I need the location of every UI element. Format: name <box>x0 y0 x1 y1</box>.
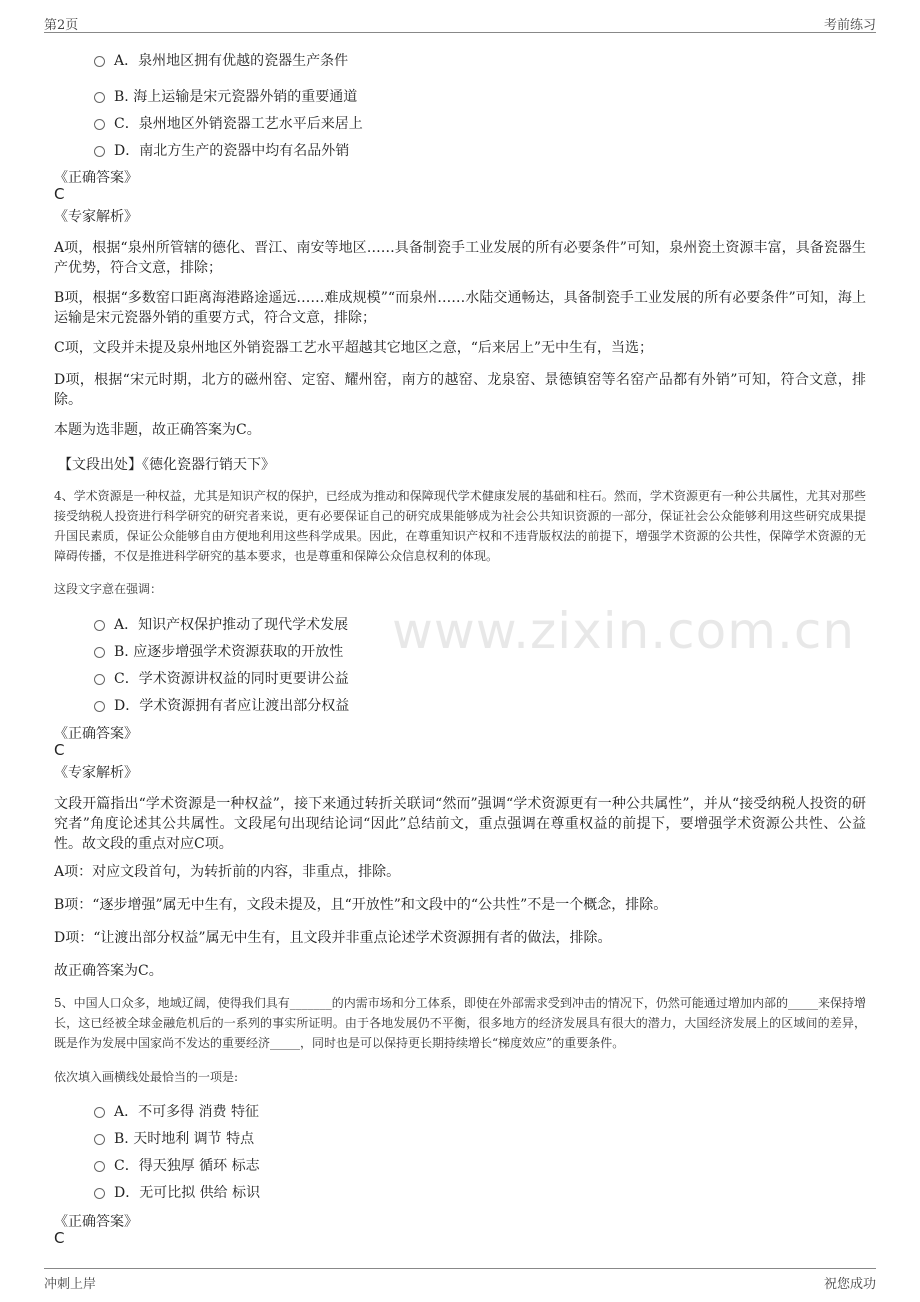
q4-option-b[interactable]: B. 应逐步增强学术资源获取的开放性 <box>94 641 343 661</box>
page-footer <box>44 1268 876 1293</box>
q5-option-b[interactable]: B. 天时地利 调节 特点 <box>94 1128 254 1148</box>
q3-analysis-a: A项，根据“泉州所管辖的德化、晋江、南安等地区……具备制瓷手工业发展的所有必要条件”可知，泉州瓷土资源丰富，具备瓷器生产优势，符合文意，排除； <box>54 240 866 276</box>
q5-stem: 5、中国人口众多，地域辽阔，使得我们具有_______的内需市场和分工体系，即使在外部需求受到冲击的情况下，仍然可能通过增加内部的_____来保持增长，这已经被全球金融危机后的一系列的事实所证明。由于各地发展仍不平衡，很多地方的经济发展具有很大的潜力，大国经济发展上的区域间的差异，既是作为发展中国家尚不发达的重要经济_____，同时也是可以保持更长期持续增长“梯度效应”的重要条件。 <box>54 996 866 1050</box>
q4-option-d[interactable]: D．学术资源拥有者应让渡出部分权益 <box>94 695 349 715</box>
q3-conclusion: 本题为选非题，故正确答案为C。 <box>54 422 261 438</box>
q3-answer: C <box>54 185 65 203</box>
q4-answer-label: 《正确答案》 <box>54 726 138 742</box>
q5-answer-label: 《正确答案》 <box>54 1214 138 1230</box>
radio-icon[interactable] <box>94 119 105 130</box>
q5-prompt: 依次填入画横线处最恰当的一项是: <box>54 1070 239 1084</box>
q5-option-a[interactable]: A．不可多得 消费 特征 <box>94 1101 259 1121</box>
radio-icon[interactable] <box>94 1134 105 1145</box>
q4-stem: 4、学术资源是一种权益，尤其是知识产权的保护，已经成为推动和保障现代学术健康发展的基础和柱石。然而，学术资源更有一种公共属性，尤其对那些接受纳税人投资进行科学研究的研究者来说，更有必要保证自己的研究成果能够成为社会公共知识资源的一部分，保证社会公众能够利用这些研究成果提升国民素质，保证公众能够自由方便地利用这些科学成果。因此，在尊重知识产权和不违背版权法的前提下，增强学术资源的公共性，保障学术资源的无障碍传播，不仅是推进科学研究的基本要求，也是尊重和保障公众信息权利的体现。 <box>54 489 866 563</box>
page-number: 第2页 <box>44 18 79 33</box>
radio-icon[interactable] <box>94 92 105 103</box>
q4-option-c[interactable]: C．学术资源讲权益的同时更要讲公益 <box>94 668 349 688</box>
q4-analysis-label: 《专家解析》 <box>54 765 138 781</box>
q4-prompt: 这段文字意在强调： <box>54 582 163 596</box>
radio-icon[interactable] <box>94 1188 105 1199</box>
q3-analysis-c: C项，文段并未提及泉州地区外销瓷器工艺水平超越其它地区之意，“后来居上”无中生有，当选； <box>54 340 654 356</box>
radio-icon[interactable] <box>94 701 105 712</box>
q5-answer: C <box>54 1229 65 1247</box>
q4-analysis-d: D项：“让渡出部分权益”属无中生有，且文段并非重点论述学术资源拥有者的做法，排除。 <box>54 930 612 946</box>
q4-analysis-b: B项：“逐步增强”属无中生有，文段未提及，且“开放性”和文段中的“公共性”不是一个概念，排除。 <box>54 897 668 913</box>
radio-icon[interactable] <box>94 1107 105 1118</box>
radio-icon[interactable] <box>94 56 105 67</box>
footer-left-text: 冲刺上岸 <box>44 1277 97 1292</box>
q3-analysis-label: 《专家解析》 <box>54 209 138 225</box>
footer-right-text: 祝您成功 <box>823 1277 876 1292</box>
q4-conclusion: 故正确答案为C。 <box>54 963 163 979</box>
q4-analysis-main: 文段开篇指出“学术资源是一种权益”，接下来通过转折关联词“然而”强调“学术资源更有一种公共属性”，并从“接受纳税人投资的研究者”角度论述其公共属性。文段尾句出现结论词“因此”总结前文，重点强调在尊重权益的前提下，要增强学术资源公共性、公益性。故文段的重点对应C项。 <box>54 796 866 852</box>
q4-answer: C <box>54 741 65 759</box>
watermark: www.zixin.com.cn <box>392 602 856 660</box>
radio-icon[interactable] <box>94 1161 105 1172</box>
q3-option-d[interactable]: D．南北方生产的瓷器中均有名品外销 <box>94 140 349 160</box>
q3-answer-label: 《正确答案》 <box>54 170 138 186</box>
radio-icon[interactable] <box>94 674 105 685</box>
radio-icon[interactable] <box>94 620 105 631</box>
page-header <box>44 12 876 33</box>
q3-source: 【文段出处】《德化瓷器行销天下》 <box>58 457 275 473</box>
q3-option-a[interactable]: A．泉州地区拥有优越的瓷器生产条件 <box>94 50 348 70</box>
q4-option-a[interactable]: A．知识产权保护推动了现代学术发展 <box>94 614 348 634</box>
q3-analysis-d: D项，根据“宋元时期，北方的磁州窑、定窑、耀州窑，南方的越窑、龙泉窑、景德镇窑等名窑产品都有外销”可知，符合文意，排除。 <box>54 372 866 408</box>
q3-option-b[interactable]: B. 海上运输是宋元瓷器外销的重要通道 <box>94 86 357 106</box>
radio-icon[interactable] <box>94 647 105 658</box>
q3-analysis-b: B项，根据“多数窑口距离海港路途遥远……难成规模”“而泉州……水陆交通畅达，具备制瓷手工业发展的所有必要条件”可知，海上运输是宋元瓷器外销的重要方式，符合文意，排除； <box>54 290 866 326</box>
q4-analysis-a: A项：对应文段首句，为转折前的内容，非重点，排除。 <box>54 864 401 880</box>
q3-option-c[interactable]: C．泉州地区外销瓷器工艺水平后来居上 <box>94 113 363 133</box>
radio-icon[interactable] <box>94 146 105 157</box>
q5-option-c[interactable]: C．得天独厚 循环 标志 <box>94 1155 260 1175</box>
q5-option-d[interactable]: D．无可比拟 供给 标识 <box>94 1182 260 1202</box>
header-title: 考前练习 <box>823 18 876 33</box>
